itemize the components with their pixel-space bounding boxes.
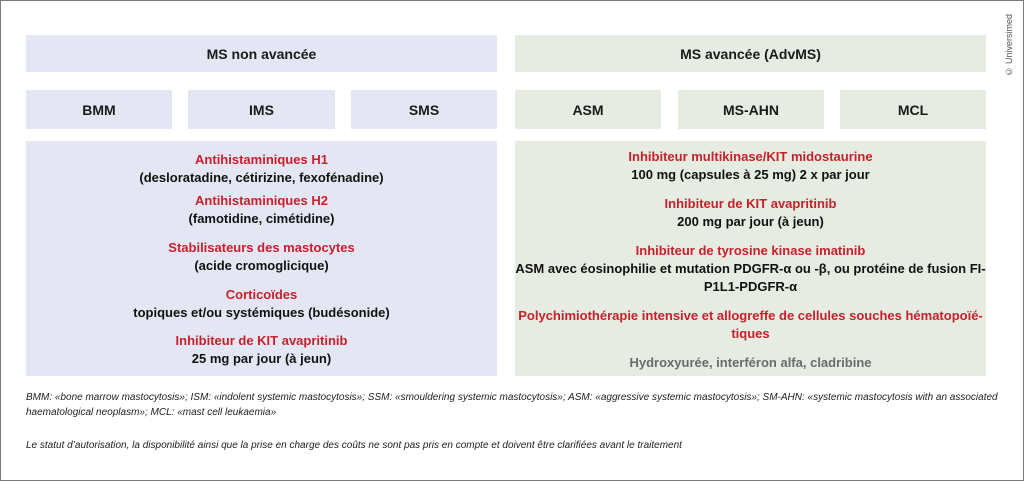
- treatment-panel-advanced: [515, 141, 986, 376]
- subtype-ms-ahn: MS-AHN: [678, 90, 824, 129]
- treatment-detail: 100 mg (capsules à 25 mg) 2 x par jour: [631, 167, 870, 182]
- treatment-item: [515, 242, 986, 296]
- footnote-line: haematological neoplasm»; MCL: «mast cell leukaemia»: [26, 407, 277, 418]
- treatment-panel-non-advanced: [26, 141, 497, 376]
- treatment-title: Corticoïdes: [225, 287, 298, 302]
- subtype-ims: IMS: [188, 90, 335, 129]
- treatment-title: Antihistaminiques H1: [195, 152, 328, 167]
- treatment-detail-grey: Hydroxyurée, interféron alfa, cladribine: [629, 355, 872, 370]
- treatment-detail: 25 mg par jour (à jeun): [191, 351, 332, 366]
- copyright-label: © Universimed: [1004, 14, 1014, 77]
- abbreviations-footnote: [26, 390, 998, 420]
- treatment-title: tiques: [731, 326, 770, 341]
- treatment-item: [515, 354, 986, 372]
- treatment-title: Polychimiothérapie intensive et allogreffe de cellules souches hématopoïé-: [518, 308, 983, 323]
- treatment-item: [26, 239, 497, 275]
- treatment-detail: (desloratadine, cétirizine, fexofénadine): [139, 170, 384, 185]
- treatment-detail: topiques et/ou systémiques (budésonide): [133, 305, 390, 320]
- treatment-item: [26, 192, 497, 228]
- treatment-detail: (acide cromoglicique): [194, 258, 329, 273]
- subtype-asm: ASM: [515, 90, 661, 129]
- treatment-item: [26, 332, 497, 368]
- treatment-item: [26, 151, 497, 187]
- subtype-mcl: MCL: [840, 90, 986, 129]
- treatment-item: [515, 307, 986, 343]
- treatment-item: [515, 148, 986, 184]
- subtype-bmm: BMM: [26, 90, 172, 129]
- treatment-detail: (famotidine, cimétidine): [188, 211, 335, 226]
- treatment-title: Inhibiteur multikinase/KIT midostaurine: [628, 149, 873, 164]
- header-ms-non-advanced: MS non avancée: [26, 35, 497, 72]
- treatment-detail: 200 mg par jour (à jeun): [677, 214, 824, 229]
- authorization-note: Le statut d’autorisation, la disponibilité ainsi que la prise en charge des coûts ne sont pas pris en compte et doivent être clarifiées avant le traitement: [26, 440, 682, 451]
- treatment-title: Inhibiteur de KIT avapritinib: [175, 333, 348, 348]
- subtype-sms: SMS: [351, 90, 497, 129]
- header-ms-advanced: MS avancée (AdvMS): [515, 35, 986, 72]
- treatment-item: [515, 195, 986, 231]
- footnote-line: BMM: «bone marrow mastocytosis»; ISM: «indolent systemic mastocytosis»; SSM: «smouldering systemic mastocytosis»; ASM: «aggressive systemic mastocytosis»; SM-AHN: «systemic mastocytosis with an associated: [26, 392, 998, 403]
- treatment-title: Stabilisateurs des mastocytes: [168, 240, 355, 255]
- treatment-title: Inhibiteur de tyrosine kinase imatinib: [635, 243, 866, 258]
- treatment-title: Inhibiteur de KIT avapritinib: [664, 196, 837, 211]
- treatment-item: [26, 286, 497, 322]
- treatment-detail: P1L1-PDGFR-α: [703, 279, 798, 294]
- treatment-title: Antihistaminiques H2: [195, 193, 328, 208]
- treatment-detail: ASM avec éosinophilie et mutation PDGFR-α ou -β, ou protéine de fusion FI-: [515, 261, 986, 276]
